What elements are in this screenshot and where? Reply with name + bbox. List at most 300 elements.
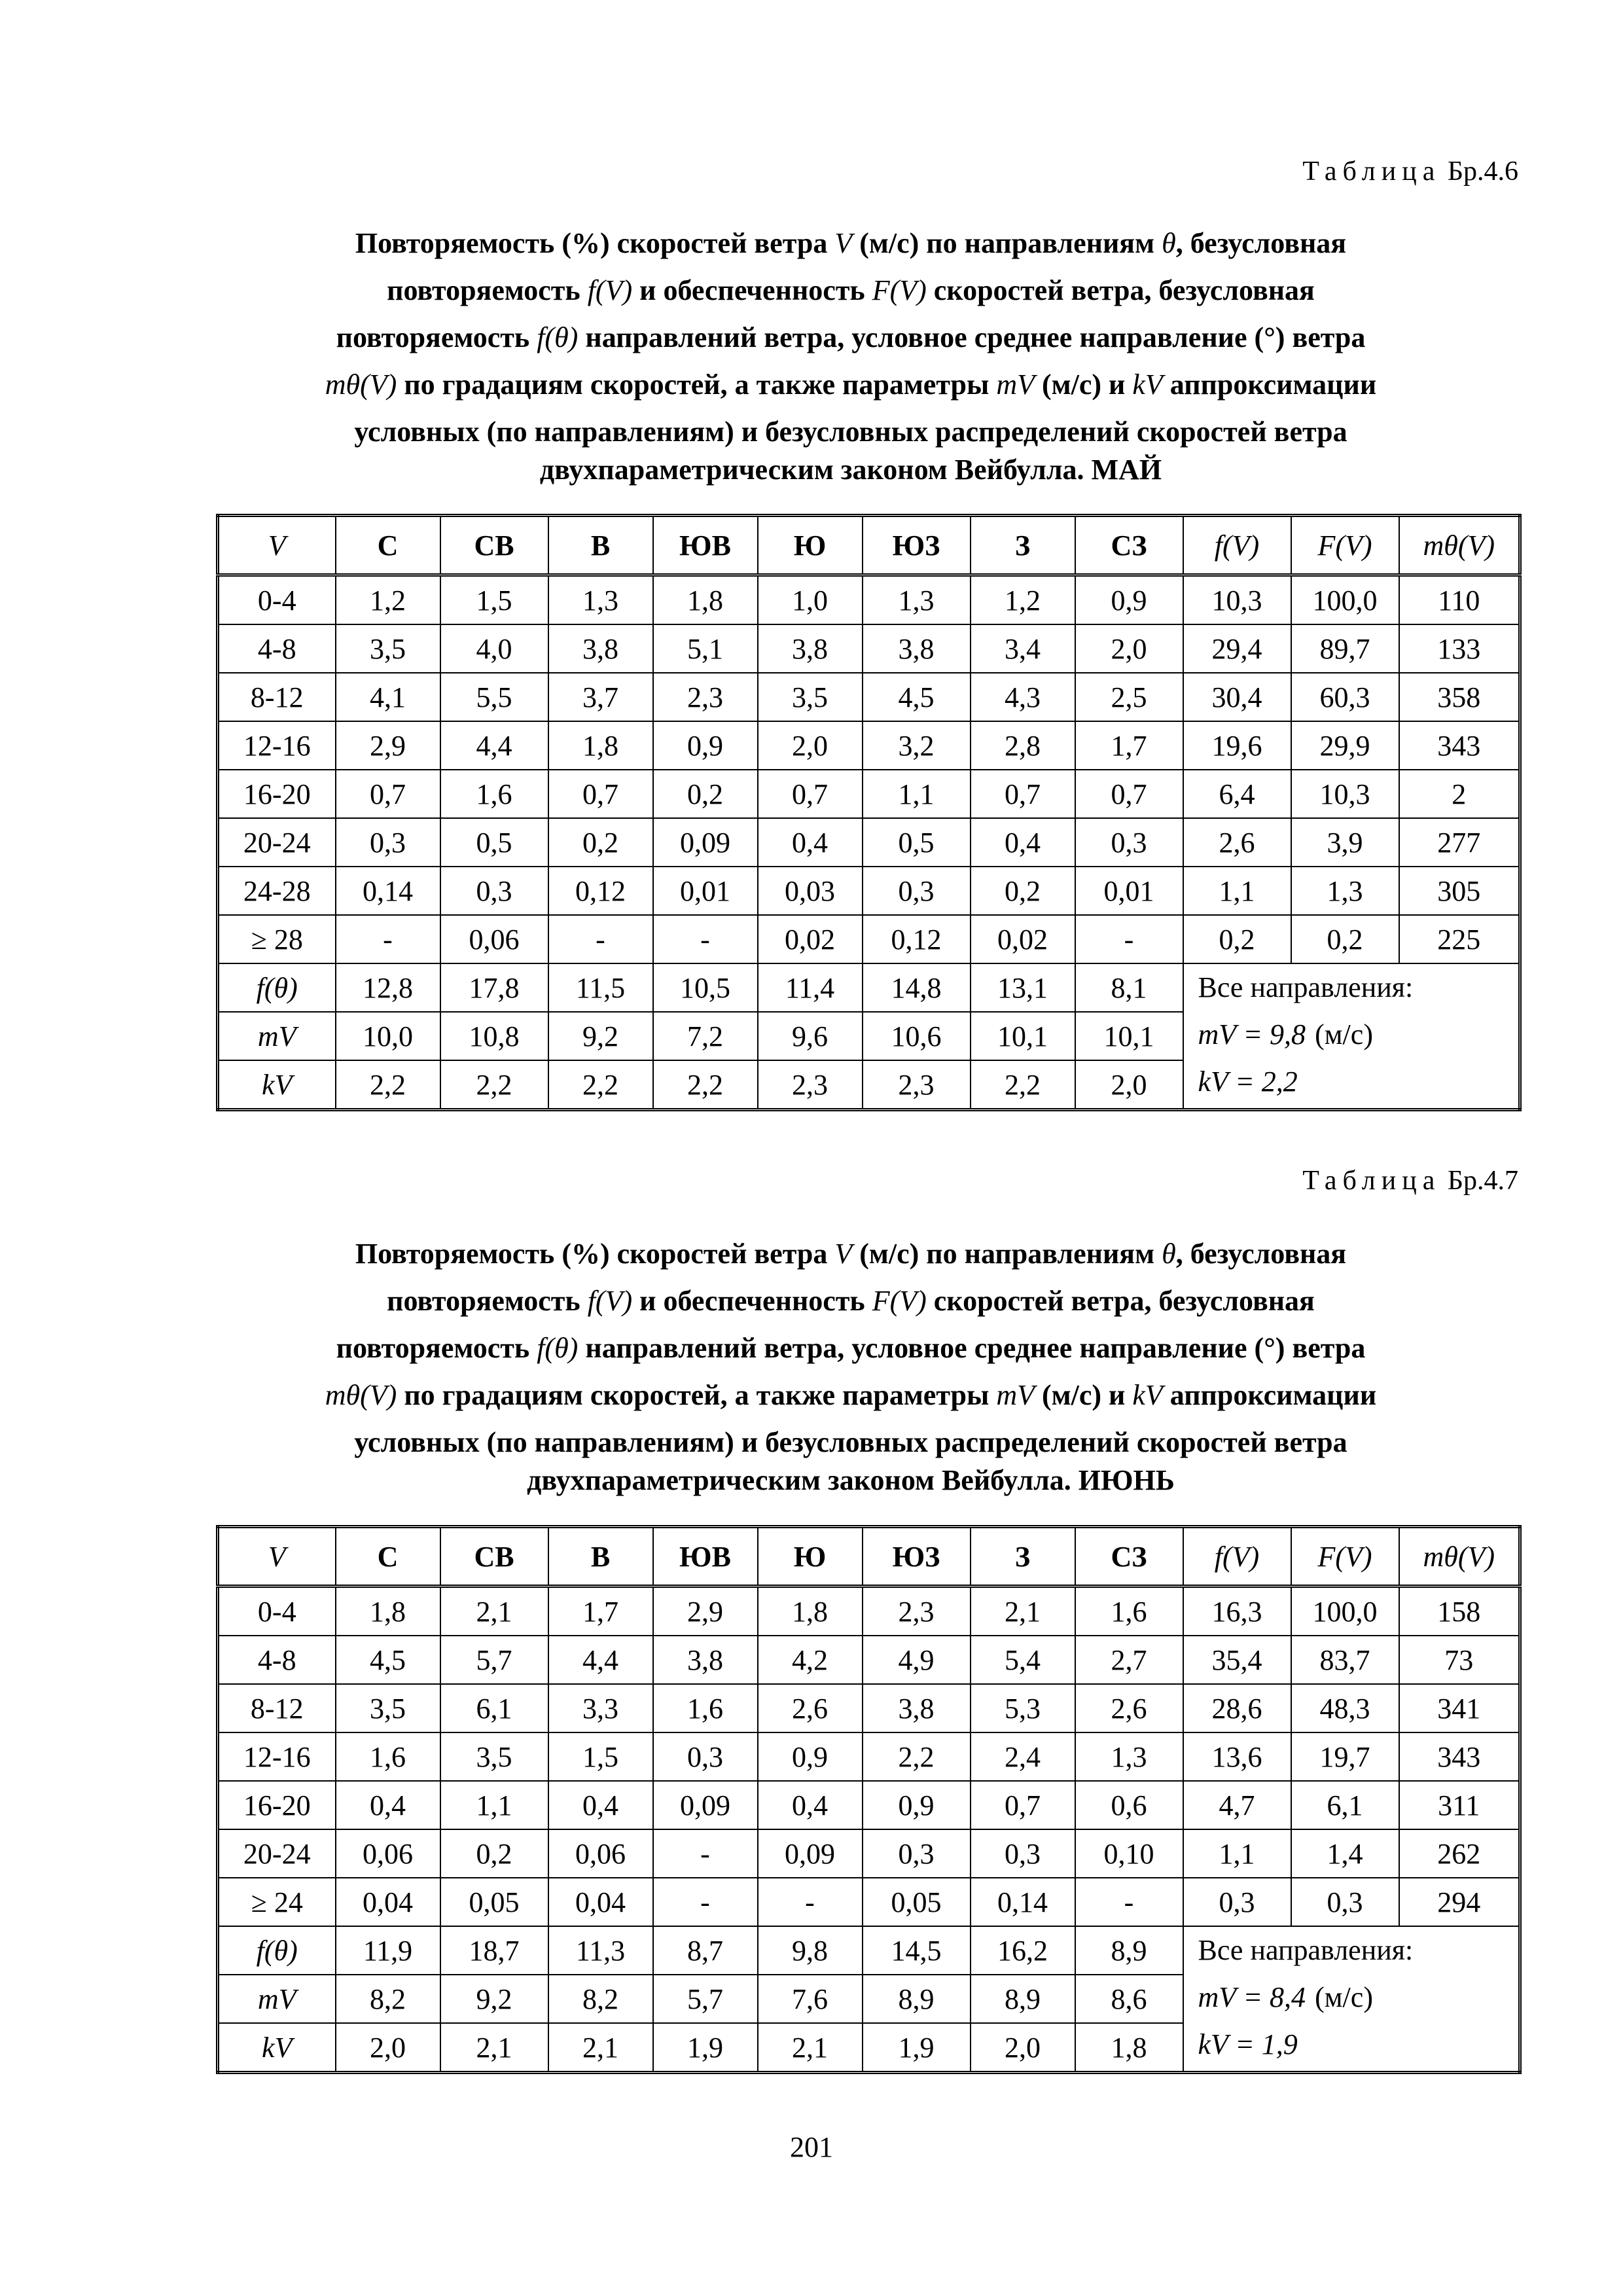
table-cell: 0,2 (440, 1829, 548, 1878)
caption-symbol: mθ(V) (325, 1379, 397, 1411)
table-cell: 8,9 (1075, 1926, 1183, 1975)
caption-line: условных (по направлениям) и безусловных распределений скоростей ветра (354, 416, 1347, 448)
table-cell: 1,6 (653, 1684, 758, 1732)
table-cell: 2,2 (440, 1060, 548, 1110)
caption-text: направлений ветра, условное среднее направление (°) ветра (585, 321, 1366, 353)
table-cell: 7,6 (758, 1975, 863, 2023)
table-cell: 24-28 (218, 867, 336, 915)
table-cell: 9,8 (758, 1926, 863, 1975)
table-row (218, 818, 1520, 867)
table-cell: 8,7 (653, 1926, 758, 1975)
table-cell: 8-12 (218, 673, 336, 721)
summary-line (1198, 2021, 1519, 2068)
table-cell: 133 (1399, 624, 1520, 673)
caption-symbol: V (834, 227, 853, 259)
table-cell: 8,2 (548, 1975, 653, 2023)
table-cell: 0,09 (653, 818, 758, 867)
caption-symbol: θ (1162, 1238, 1176, 1270)
table-cell: 0,3 (971, 1829, 1075, 1878)
table-cell: 4,5 (336, 1636, 440, 1684)
header-cell: ЮВ (653, 1527, 758, 1587)
caption-text: , безусловная (1175, 227, 1347, 259)
caption-text: повторяемость (387, 274, 580, 306)
table-cell: 2,6 (1075, 1684, 1183, 1732)
table-cell: 14,8 (863, 963, 971, 1012)
table-cell: 10,0 (336, 1012, 440, 1060)
table-row (218, 1732, 1520, 1781)
table-row (218, 770, 1520, 818)
table-cell: 1,6 (1075, 1587, 1183, 1636)
table-cell: 0,14 (971, 1878, 1075, 1926)
table-cell: 1,8 (1075, 2023, 1183, 2073)
table-cell: 1,7 (548, 1587, 653, 1636)
table-cell: 0,04 (548, 1878, 653, 1926)
caption-text: аппроксимации (1169, 1379, 1377, 1411)
header-cell: mθ(V) (1399, 1527, 1520, 1587)
caption-symbol: mθ(V) (325, 368, 397, 401)
table-cell: 73 (1399, 1636, 1520, 1684)
table-cell: 0,06 (440, 915, 548, 963)
table-row (218, 624, 1520, 673)
table-cell: 16,3 (1183, 1587, 1291, 1636)
table-cell: 3,7 (548, 673, 653, 721)
table-cell: 0,7 (971, 1781, 1075, 1829)
caption-line: условных (по направлениям) и безусловных распределений скоростей ветра (354, 1426, 1347, 1458)
table-cell: 1,2 (336, 575, 440, 625)
table-cell: 20-24 (218, 818, 336, 867)
table-row (218, 1587, 1520, 1636)
table-row (218, 673, 1520, 721)
caption-text: (м/с) по направлениям (859, 1238, 1155, 1270)
table-cell: 2,4 (971, 1732, 1075, 1781)
table-cell: 0,7 (1075, 770, 1183, 818)
table-cell: 16-20 (218, 770, 336, 818)
table-cell: 2,3 (863, 1060, 971, 1110)
data-rows (218, 1587, 1520, 1927)
table-cell: 18,7 (440, 1926, 548, 1975)
table-cell: - (653, 915, 758, 963)
summary-mv: mV = 8,4 (1198, 1981, 1306, 2013)
table-cell: 8-12 (218, 1684, 336, 1732)
table-cell: 11,5 (548, 963, 653, 1012)
summary-mv: mV = 9,8 (1198, 1018, 1306, 1050)
header-row (218, 516, 1520, 575)
table-label-number: Бр.4.7 (1447, 1166, 1518, 1196)
table-cell: 0,3 (336, 818, 440, 867)
header-cell: V (218, 516, 336, 575)
caption-symbol: mV (996, 1379, 1035, 1411)
caption-text: скоростей ветра, безусловная (933, 1285, 1315, 1317)
table-cell: 83,7 (1291, 1636, 1399, 1684)
table-cell: 10,1 (971, 1012, 1075, 1060)
caption-line (216, 220, 1486, 267)
table-cell: 2 (1399, 770, 1520, 818)
table-cell: - (758, 1878, 863, 1926)
table-cell: 4,7 (1183, 1781, 1291, 1829)
summary-line (1198, 1927, 1519, 1974)
table-row (218, 1684, 1520, 1732)
table-row (218, 575, 1520, 625)
table-cell: kV (218, 1060, 336, 1110)
table-cell: 294 (1399, 1878, 1520, 1926)
table-cell: 0,2 (548, 818, 653, 867)
table-cell: 0,4 (758, 1781, 863, 1829)
summary-kv: kV = 1,9 (1198, 2028, 1298, 2060)
table-cell: 8,2 (336, 1975, 440, 2023)
summary-title: Все направления: (1198, 971, 1414, 1003)
table-cell: 0,3 (1075, 818, 1183, 867)
caption-text: (м/с) и (1041, 1379, 1126, 1411)
table-cell: 10,8 (440, 1012, 548, 1060)
table-cell: 305 (1399, 867, 1520, 915)
table-cell: 2,9 (336, 721, 440, 770)
table-cell: 0,9 (758, 1732, 863, 1781)
table-row (218, 721, 1520, 770)
header-cell: З (971, 516, 1075, 575)
table-cell: 0,4 (758, 818, 863, 867)
table-cell: 0,3 (863, 1829, 971, 1878)
table-cell: 2,3 (758, 1060, 863, 1110)
table-cell: mV (218, 1012, 336, 1060)
header-cell: V (218, 1527, 336, 1587)
table-cell: 0,02 (758, 915, 863, 963)
caption-line (216, 1372, 1486, 1419)
header-cell: f(V) (1183, 1527, 1291, 1587)
table-cell: 2,3 (653, 673, 758, 721)
table-cell: 12,8 (336, 963, 440, 1012)
table-cell: 16-20 (218, 1781, 336, 1829)
table-row (218, 1781, 1520, 1829)
table-cell: 0,02 (971, 915, 1075, 963)
table-cell: 2,0 (758, 721, 863, 770)
caption-symbol: f(V) (587, 1285, 633, 1317)
header-cell: СЗ (1075, 516, 1183, 575)
table-cell: 2,8 (971, 721, 1075, 770)
table-cell: 11,9 (336, 1926, 440, 1975)
caption-symbol: f(θ) (537, 321, 579, 353)
header-cell: СЗ (1075, 1527, 1183, 1587)
table-cell: 30,4 (1183, 673, 1291, 721)
table-cell: 0,10 (1075, 1829, 1183, 1878)
table-cell: ≥ 24 (218, 1878, 336, 1926)
caption-text: повторяемость (387, 1285, 580, 1317)
table-cell: 14,5 (863, 1926, 971, 1975)
table-cell: 4,0 (440, 624, 548, 673)
header-cell: З (971, 1527, 1075, 1587)
header-cell: F(V) (1291, 516, 1399, 575)
table-cell: - (653, 1878, 758, 1926)
header-cell: В (548, 516, 653, 575)
header-cell: С (336, 516, 440, 575)
table-cell: 0-4 (218, 1587, 336, 1636)
table-cell: 1,7 (1075, 721, 1183, 770)
table-cell: 0,5 (440, 818, 548, 867)
table-cell: 0,4 (336, 1781, 440, 1829)
table-cell: 0,9 (863, 1781, 971, 1829)
table-label (1302, 1165, 1518, 1196)
table-cell: 11,4 (758, 963, 863, 1012)
table-cell: 0,6 (1075, 1781, 1183, 1829)
table-cell: 11,3 (548, 1926, 653, 1975)
table-cell: 1,2 (971, 575, 1075, 625)
table-cell: 6,1 (1291, 1781, 1399, 1829)
table-cell: 89,7 (1291, 624, 1399, 673)
table-cell: 1,3 (1291, 867, 1399, 915)
caption-text: направлений ветра, условное среднее направление (°) ветра (585, 1332, 1366, 1364)
summary-mv-unit: (м/с) (1315, 1018, 1373, 1050)
stat-rows (218, 1926, 1520, 2073)
caption-symbol: mV (996, 368, 1035, 401)
table-cell: 2,0 (1075, 1060, 1183, 1110)
table-cell: 6,1 (440, 1684, 548, 1732)
table-cell: 2,3 (863, 1587, 971, 1636)
table-cell: 9,6 (758, 1012, 863, 1060)
table-cell: 0,03 (758, 867, 863, 915)
table-cell: 7,2 (653, 1012, 758, 1060)
table-cell: 100,0 (1291, 575, 1399, 625)
table-row (218, 1878, 1520, 1926)
table-cell: 3,8 (758, 624, 863, 673)
caption-text: аппроксимации (1169, 368, 1377, 401)
table-cell: kV (218, 2023, 336, 2073)
table-cell: 60,3 (1291, 673, 1399, 721)
table-cell: 0,01 (1075, 867, 1183, 915)
table-label-number: Бр.4.6 (1447, 156, 1518, 187)
table-cell: 0,9 (1075, 575, 1183, 625)
caption-text: , безусловная (1175, 1238, 1347, 1270)
table-cell: 1,6 (440, 770, 548, 818)
caption-text: (м/с) по направлениям (859, 227, 1155, 259)
summary-line (1198, 1974, 1519, 2021)
table-cell: mV (218, 1975, 336, 2023)
caption-symbol: F(V) (872, 274, 927, 306)
table-cell: 3,3 (548, 1684, 653, 1732)
table-cell: - (548, 915, 653, 963)
table-cell: 2,6 (758, 1684, 863, 1732)
table-cell: 20-24 (218, 1829, 336, 1878)
table-cell: 2,2 (336, 1060, 440, 1110)
caption-text: и обеспеченность (639, 274, 865, 306)
table-cell: 3,4 (971, 624, 1075, 673)
table-cell: 0,09 (653, 1781, 758, 1829)
table-cell: 4,4 (440, 721, 548, 770)
table-cell: 0,7 (971, 770, 1075, 818)
table-cell: 0,3 (1183, 1878, 1291, 1926)
table-cell: - (336, 915, 440, 963)
table-cell: 225 (1399, 915, 1520, 963)
table-cell: 3,5 (336, 624, 440, 673)
caption-symbol: F(V) (872, 1285, 927, 1317)
table-cell: 6,4 (1183, 770, 1291, 818)
table-cell: 0,3 (653, 1732, 758, 1781)
header-cell: СВ (440, 1527, 548, 1587)
header-cell: ЮЗ (863, 516, 971, 575)
table-cell: 0,12 (863, 915, 971, 963)
table-cell: 0,2 (1291, 915, 1399, 963)
table-cell: 0,04 (336, 1878, 440, 1926)
table-cell: 1,5 (440, 575, 548, 625)
table-cell: 17,8 (440, 963, 548, 1012)
table-cell: 12-16 (218, 721, 336, 770)
stat-row (218, 1926, 1520, 1975)
table-cell: 0,06 (548, 1829, 653, 1878)
table-cell: 10,1 (1075, 1012, 1183, 1060)
table-cell: 10,6 (863, 1012, 971, 1060)
table-cell: 5,5 (440, 673, 548, 721)
table-cell: 10,5 (653, 963, 758, 1012)
table-cell: 3,9 (1291, 818, 1399, 867)
table-cell: 9,2 (548, 1012, 653, 1060)
table-cell: 5,3 (971, 1684, 1075, 1732)
caption-line (216, 314, 1486, 361)
table-cell: 3,8 (863, 1684, 971, 1732)
caption-line (216, 1230, 1486, 1278)
table-cell: 1,3 (1075, 1732, 1183, 1781)
table-cell: 35,4 (1183, 1636, 1291, 1684)
caption-line (216, 1278, 1486, 1325)
table-cell: 341 (1399, 1684, 1520, 1732)
table-cell: - (1075, 915, 1183, 963)
caption-text: по градациям скоростей, а также параметры (404, 1379, 990, 1411)
caption-text: и обеспеченность (639, 1285, 865, 1317)
table-cell: 4-8 (218, 1636, 336, 1684)
caption-line (216, 361, 1486, 408)
table-cell: 2,1 (758, 2023, 863, 2073)
table-cell: 0,06 (336, 1829, 440, 1878)
table-cell: 2,2 (653, 1060, 758, 1110)
table-cell: 1,1 (440, 1781, 548, 1829)
caption-line: двухпараметрическим законом Вейбулла. МАЙ (539, 454, 1162, 486)
table-cell: 3,5 (440, 1732, 548, 1781)
table-cell: 0,7 (548, 770, 653, 818)
caption-symbol: kV (1132, 368, 1163, 401)
caption-line: двухпараметрическим законом Вейбулла. ИЮНЬ (527, 1464, 1175, 1496)
table-cell: 0,3 (440, 867, 548, 915)
table-cell: 0,12 (548, 867, 653, 915)
table-cell: - (653, 1829, 758, 1878)
table-cell: f(θ) (218, 1926, 336, 1975)
table-cell: 1,1 (1183, 867, 1291, 915)
table-cell: 2,1 (548, 2023, 653, 2073)
summary-line (1198, 1011, 1519, 1058)
table-cell: 158 (1399, 1587, 1520, 1636)
table-cell: 1,5 (548, 1732, 653, 1781)
table-cell: 1,0 (758, 575, 863, 625)
header-cell: mθ(V) (1399, 516, 1520, 575)
table-cell: 5,7 (653, 1975, 758, 2023)
caption-symbol: V (834, 1238, 853, 1270)
table-cell: 2,0 (1075, 624, 1183, 673)
table-cell: 2,6 (1183, 818, 1291, 867)
table-caption (216, 220, 1486, 493)
caption-text: скоростей ветра, безусловная (933, 274, 1315, 306)
caption-text: Повторяемость (%) скоростей ветра (355, 227, 828, 259)
caption-line (216, 267, 1486, 314)
table-cell: 343 (1399, 1732, 1520, 1781)
table-cell: 0,05 (440, 1878, 548, 1926)
table-cell: 10,3 (1291, 770, 1399, 818)
wind-table-june (216, 1525, 1522, 2074)
table-cell: 0,14 (336, 867, 440, 915)
table-row (218, 915, 1520, 963)
table-cell: 9,2 (440, 1975, 548, 2023)
table-cell: 29,4 (1183, 624, 1291, 673)
table-cell: 1,1 (863, 770, 971, 818)
table-cell: 2,7 (1075, 1636, 1183, 1684)
table-cell: 4,9 (863, 1636, 971, 1684)
table-cell: 1,9 (653, 2023, 758, 2073)
table-cell: 0,2 (971, 867, 1075, 915)
caption-symbol: f(θ) (537, 1332, 579, 1364)
table-cell: 2,0 (971, 2023, 1075, 2073)
table-cell: 1,8 (548, 721, 653, 770)
summary-kv: kV = 2,2 (1198, 1066, 1298, 1098)
header-cell: F(V) (1291, 1527, 1399, 1587)
table-cell: 0,3 (863, 867, 971, 915)
table-cell: 100,0 (1291, 1587, 1399, 1636)
table-caption (216, 1230, 1486, 1504)
table-cell: 2,0 (336, 2023, 440, 2073)
table-cell: 110 (1399, 575, 1520, 625)
table-cell: f(θ) (218, 963, 336, 1012)
header-cell: Ю (758, 516, 863, 575)
table-cell: - (1075, 1878, 1183, 1926)
table-row (218, 1636, 1520, 1684)
caption-text: повторяемость (336, 321, 530, 353)
stat-row (218, 963, 1520, 1012)
caption-text: Повторяемость (%) скоростей ветра (355, 1238, 828, 1270)
table-cell: 2,1 (971, 1587, 1075, 1636)
table-cell: 1,8 (653, 575, 758, 625)
header-row (218, 1527, 1520, 1587)
table-cell: 4,1 (336, 673, 440, 721)
caption-text: повторяемость (336, 1332, 530, 1364)
data-rows (218, 575, 1520, 964)
table-cell: 5,4 (971, 1636, 1075, 1684)
table-cell: 0,2 (653, 770, 758, 818)
header-cell: ЮЗ (863, 1527, 971, 1587)
table-row (218, 1829, 1520, 1878)
table-cell: 358 (1399, 673, 1520, 721)
summary-line (1198, 1058, 1519, 1105)
table-cell: 2,2 (548, 1060, 653, 1110)
header-cell: Ю (758, 1527, 863, 1587)
table-cell: 3,8 (863, 624, 971, 673)
summary-title: Все направления: (1198, 1934, 1414, 1966)
table-row (218, 867, 1520, 915)
table-cell: 1,3 (863, 575, 971, 625)
table-cell: 0-4 (218, 575, 336, 625)
table-cell: 28,6 (1183, 1684, 1291, 1732)
table-cell: 0,01 (653, 867, 758, 915)
table-cell: 0,05 (863, 1878, 971, 1926)
table-cell: 19,6 (1183, 721, 1291, 770)
table-cell: 3,8 (548, 624, 653, 673)
table-cell: 29,9 (1291, 721, 1399, 770)
table-cell: 0,4 (971, 818, 1075, 867)
table-cell: 1,6 (336, 1732, 440, 1781)
caption-text: (м/с) и (1041, 368, 1126, 401)
table-cell: 0,9 (653, 721, 758, 770)
caption-line (216, 1325, 1486, 1372)
table-cell: 0,4 (548, 1781, 653, 1829)
table-cell: 4,2 (758, 1636, 863, 1684)
table-cell: 8,9 (971, 1975, 1075, 2023)
table-cell: 13,6 (1183, 1732, 1291, 1781)
header-cell: СВ (440, 516, 548, 575)
table-cell: 1,3 (548, 575, 653, 625)
table-cell: 277 (1399, 818, 1520, 867)
